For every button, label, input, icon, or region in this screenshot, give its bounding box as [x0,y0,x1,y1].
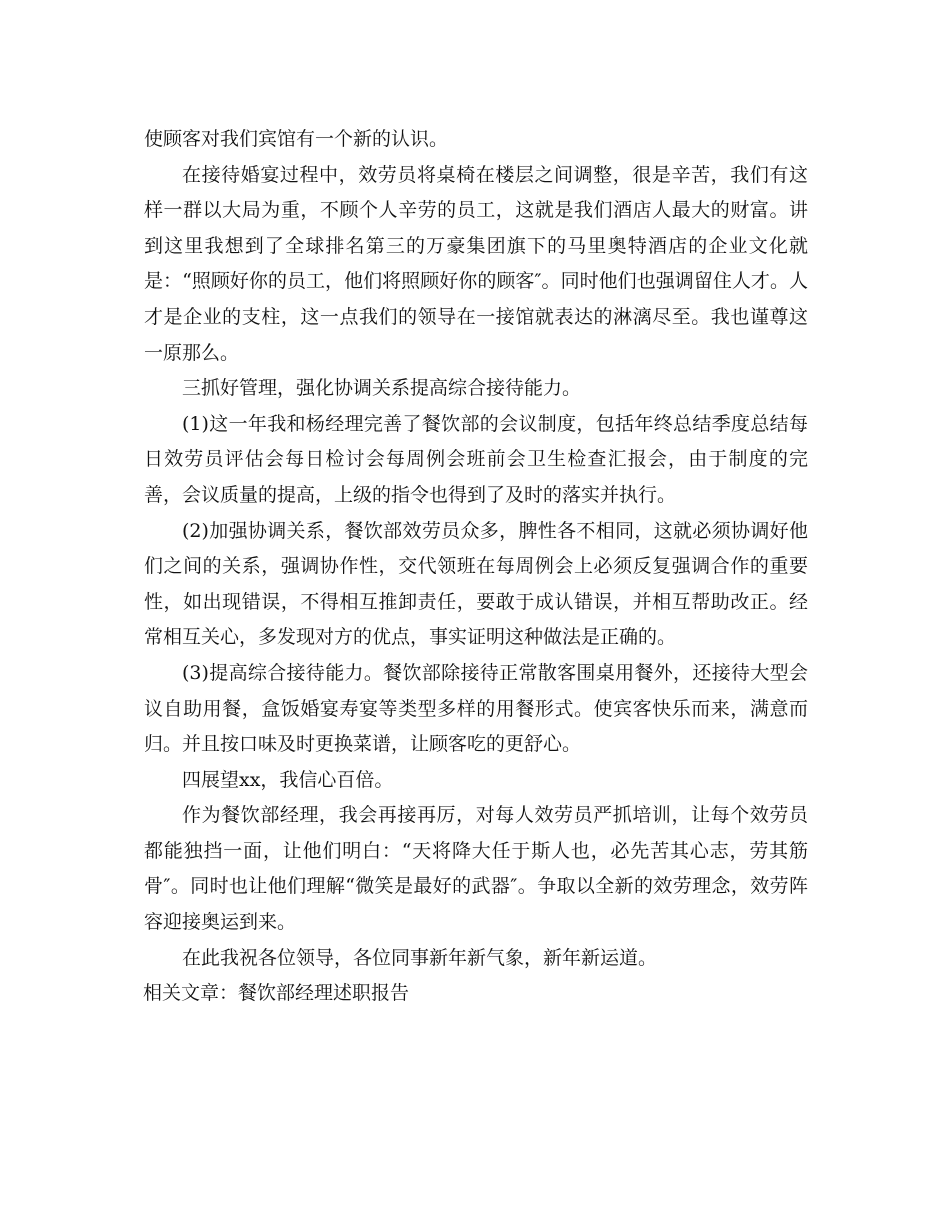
paragraph-closing: 在此我祝各位领导，各位同事新年新气象，新年新运道。 [182,946,658,969]
paragraph-item-2: (2)加强协调关系，餐饮部效劳员众多，脾性各不相同，这就必须协调好他们之间的关系，强调协作性，交代领班在每周例会上必须反复强调合作的重要性，如出现错误，不得相互推卸责任，要敢于成认错误，并相互帮助改正。经常相互关心，多发现对方的优点，事实证明这种做法是正确的。 [144,519,808,649]
paragraph-item-1: (1)这一年我和杨经理完善了餐饮部的会议制度，包括年终总结季度总结每日效劳员评估会每日检讨会每周例会班前会卫生检查汇报会，由于制度的完善，会议质量的提高，上级的指令也得到了及时的落实并执行。 [144,412,808,506]
paragraph-outlook: 作为餐饮部经理，我会再接再厉，对每人效劳员严抓培训，让每个效劳员都能独挡一面，让他们明白：“天将降大任于斯人也，必先苦其心志，劳其筋骨″。同时也让他们理解“微笑是最好的武器″。争取以全新的效劳理念，效劳阵容迎接奥运到来。 [144,804,808,934]
section-heading-3: 三抓好管理，强化协调关系提高综合接待能力。 [182,377,582,400]
section-heading-4: 四展望xx，我信心百倍。 [182,768,394,791]
paragraph-1: 使顾客对我们宾馆有一个新的认识。 [144,128,449,150]
related-article-link[interactable]: 相关文章：餐饮部经理述职报告 [143,982,410,1005]
paragraph-item-3: (3)提高综合接待能力。餐饮部除接待正常散客围桌用餐外，还接待大型会议自助用餐，盒饭婚宴寿宴等类型多样的用餐形式。使宾客快乐而来，满意而归。并且按口味及时更换菜谱，让顾客吃的更舒心。 [144,661,808,756]
paragraph-2: 在接待婚宴过程中，效劳员将桌椅在楼层之间调整，很是辛苦，我们有这样一群以大局为重，不顾个人辛劳的员工，这就是我们酒店人最大的财富。讲到这里我想到了全球排名第三的万豪集团旗下的马里奥特酒店的企业文化就是：“照顾好你的员工，他们将照顾好你的顾客″。同时他们也强调留住人才。人才是企业的支柱，这一点我们的领导在一接馆就表达的淋漓尽至。我也谨尊这一原那么。 [144,163,808,364]
document-body [144,122,808,1012]
